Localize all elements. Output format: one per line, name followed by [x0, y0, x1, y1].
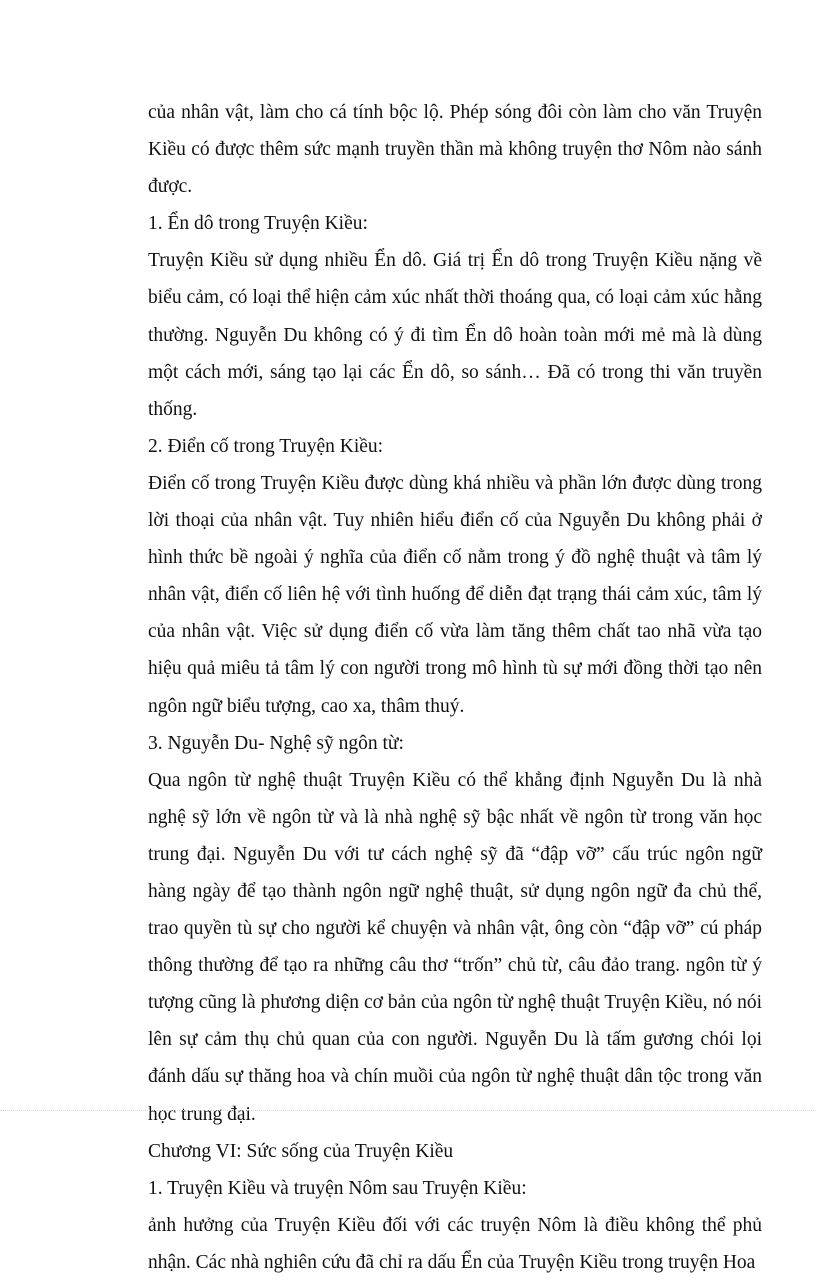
paragraph-truyen-nom: ảnh hưởng của Truyện Kiều đối với các truyện Nôm là điều không thể phủ nhận. Các nhà nghiên cứu đã chỉ ra dấu Ển của Truyện Kiều trong truyện Hoa — [148, 1214, 762, 1273]
heading-truyen-nom: 1. Truyện Kiều và truyện Nôm sau Truyện Kiều: — [148, 1177, 527, 1199]
paragraph-nghe-sy-ngon-tu: Qua ngôn từ nghệ thuật Truyện Kiều có thể khẳng định Nguyễn Du là nhà nghệ sỹ lớn về ngôn từ và là nhà nghệ sỹ bậc nhất về ngôn từ trong văn học trung đại. Nguyễn Du với tư cách nghệ sỹ đã “đập vỡ” cấu trúc ngôn ngữ hàng ngày để tạo thành ngôn ngữ nghệ thuật, sử dụng ngôn ngữ đa chủ thể, trao quyền tù sự cho người kể chuyện và nhân vật, ông còn “đập vỡ” cú pháp thông thường để tạo ra những câu thơ “trốn” chủ từ, câu đảo trang. ngôn từ ý tượng cũng là phương diện cơ bản của ngôn từ nghệ thuật Truyện Kiều, nó nói lên sự cảm thụ chủ quan của con người. Nguyễn Du là tấm gương chói lọi đánh dấu sự thăng hoa và chín muồi của ngôn từ nghệ thuật dân tộc trong văn học trung đại. — [148, 769, 762, 1125]
heading-nghe-sy-ngon-tu: 3. Nguyễn Du- Nghệ sỹ ngôn từ: — [148, 732, 404, 754]
heading-an-du: 1. Ển dô trong Truyện Kiều: — [148, 213, 368, 235]
paragraph-dien-co: Điển cố trong Truyện Kiều được dùng khá nhiều và phần lớn được dùng trong lời thoại của nhân vật. Tuy nhiên hiểu điển cố của Nguyễn Du không phải ở hình thức bề ngoài ý nghĩa của điển cố nằm trong ý đồ nghệ thuật và tâm lý nhân vật, điển cố liên hệ với tình huống để diễn đạt trạng thái cảm xúc, tâm lý của nhân vật. Việc sử dụng điển cố vừa làm tăng thêm chất tao nhã vừa tạo hiệu quả miêu tả tâm lý con người trong mô hình tù sự mới đồng thời tạo nên ngôn ngữ biểu tượng, cao xa, thâm thuý. — [148, 472, 762, 717]
paragraph-an-du: Truyện Kiều sử dụng nhiều Ển dô. Giá trị Ển dô trong Truyện Kiều nặng về biểu cảm, có loại thể hiện cảm xúc nhất thời thoáng qua, có loại cảm xúc hằng thường. Nguyễn Du không có ý đi tìm Ển dô hoàn toàn mới mẻ mà là dùng một cách mới, sáng tạo lại các Ển dô, so sánh… Đã có trong thi văn truyền thống. — [148, 250, 762, 420]
chapter-heading: Chương VI: Sức sống của Truyện Kiều — [148, 1140, 454, 1162]
paragraph-continuation: của nhân vật, làm cho cá tính bộc lộ. Phép sóng đôi còn làm cho văn Truyện Kiều có được thêm sức mạnh truyền thần mà không truyện thơ Nôm nào sánh được. — [148, 102, 762, 198]
document-body — [148, 94, 762, 1281]
heading-dien-co: 2. Điển cố trong Truyện Kiều: — [148, 435, 384, 457]
page-bottom-divider — [0, 1110, 816, 1111]
